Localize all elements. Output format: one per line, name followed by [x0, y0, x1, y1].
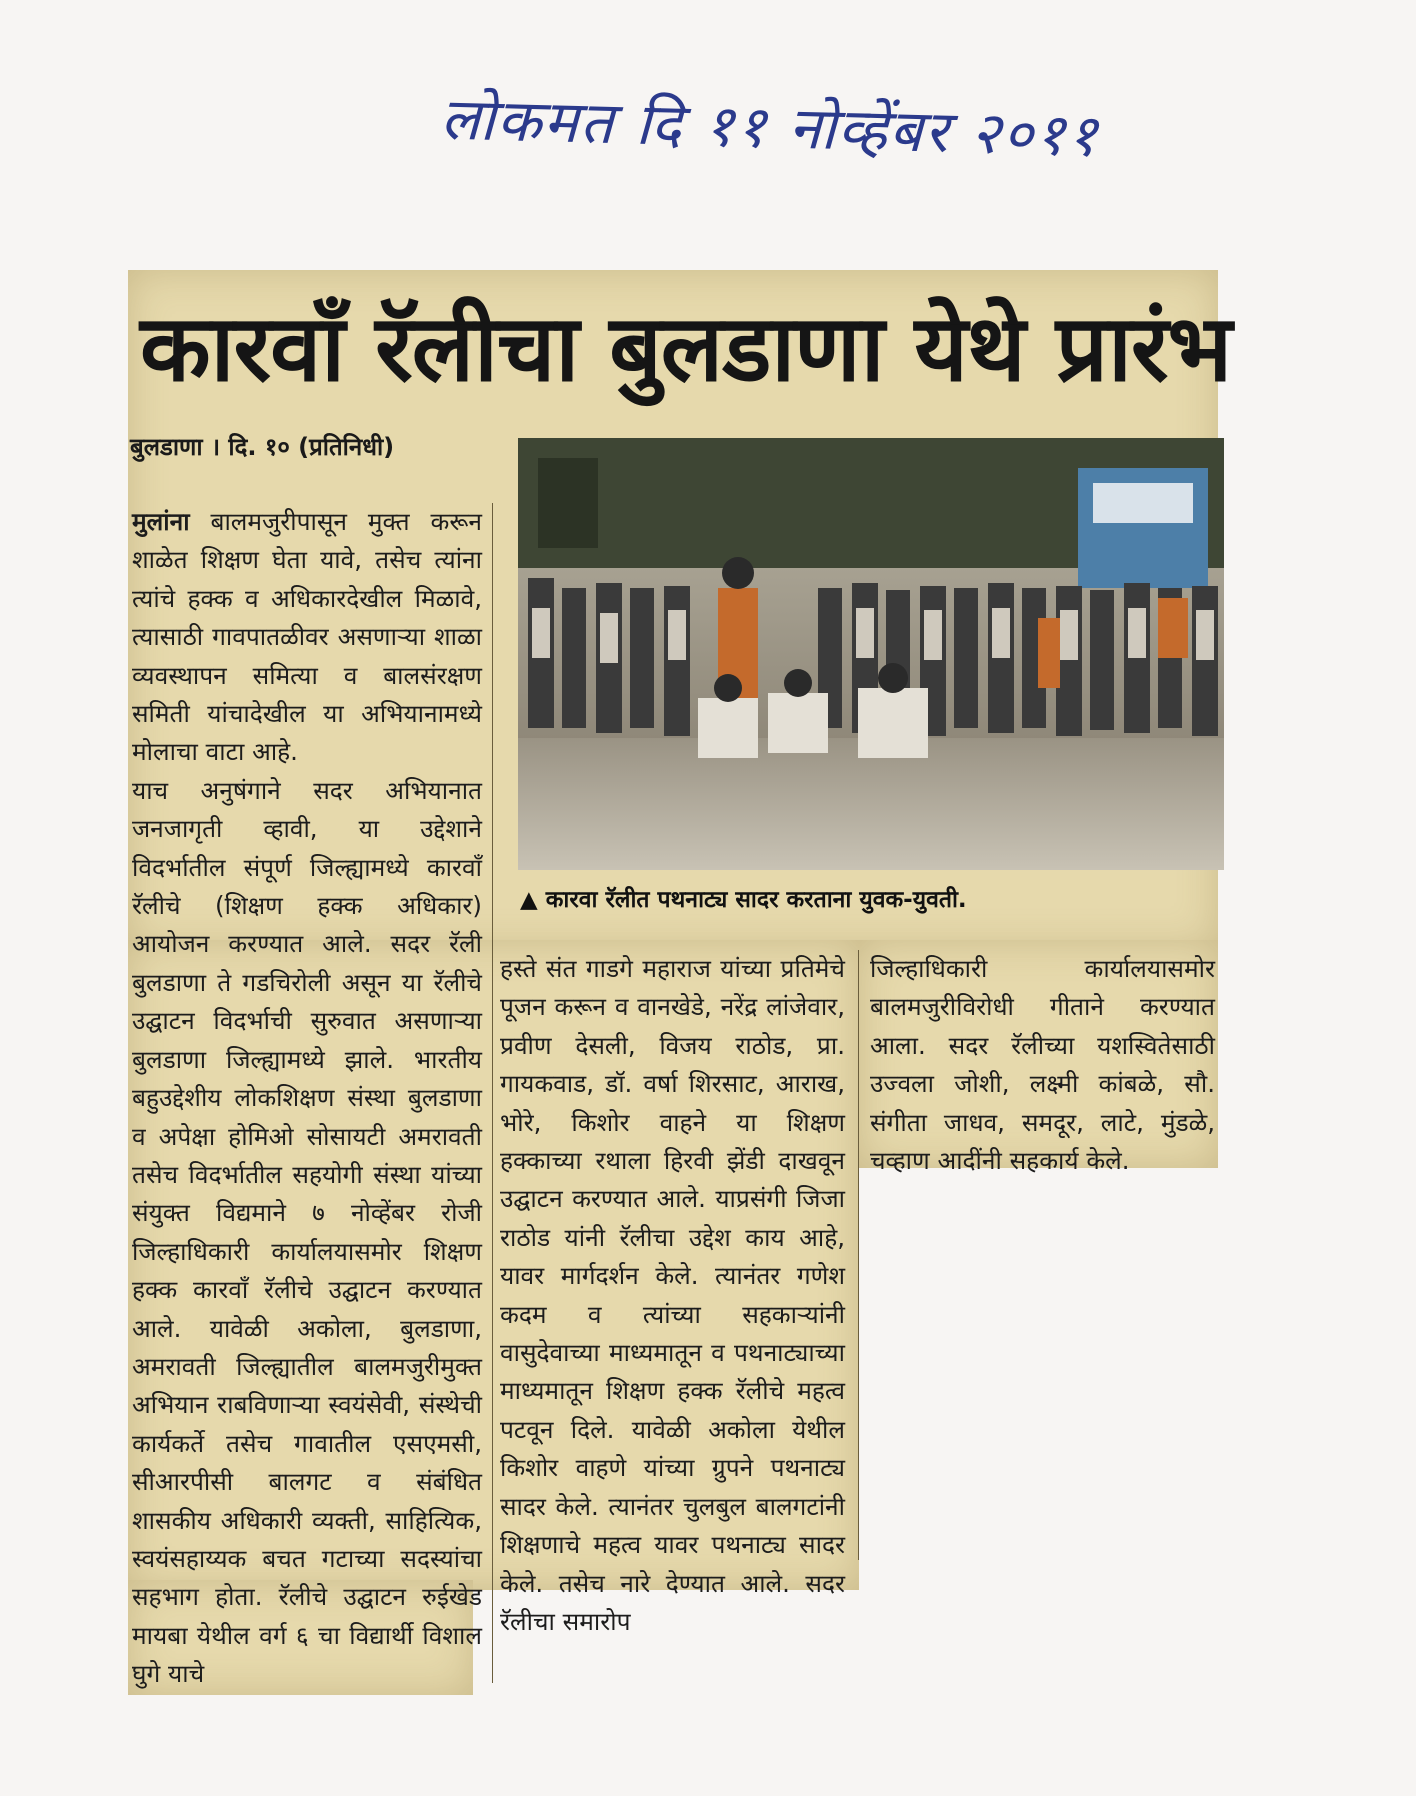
lead-word: मुलांना: [132, 507, 190, 536]
article-headline: कारवाँ रॅलीचा बुलडाणा येथे प्रारंभ: [140, 295, 1232, 402]
article-dateline: बुलडाणा । दि. १० (प्रतिनिधी): [130, 433, 395, 461]
article-column-3: [870, 950, 1215, 1180]
handwritten-date-note: लोकमत दि ११ नोव्हेंबर २०११: [439, 84, 1101, 170]
photo-crowd-scene: [518, 438, 1224, 870]
article-photo: [518, 438, 1224, 870]
paragraph-text: बालमजुरीपासून मुक्त करून शाळेत शिक्षण घेता यावे, तसेच त्यांना त्यांचे हक्क व अधिकारदेखील मिळावे, त्यासाठी गावपातळीवर असणाऱ्या शाळा व्यवस्थापन समित्या व बालसंरक्षण समिती यांचादेखील या अभियानामध्ये मोलाचा वाटा आहे.: [132, 507, 482, 767]
article-column-2: [500, 950, 845, 1641]
article-paragraph: हस्ते संत गाडगे महाराज यांच्या प्रतिमेचे पूजन करून व वानखेडे, नरेंद्र लांजेवार, प्रवीण देसली, विजय राठोड, प्रा. गायकवाड, डॉ. वर्षा शिरसाट, आराख, भोरे, किशोर वाहने या शिक्षण हक्काच्या रथाला हिरवी झेंडी दाखवून उद्घाटन करण्यात आले. याप्रसंगी जिजा राठोड यांनी रॅलीचा उद्देश काय आहे, यावर मार्गदर्शन केले. त्यानंतर गणेश कदम व त्यांच्या सहकाऱ्यांनी वासुदेवाच्या माध्यमातून व पथनाट्याच्या माध्यमातून शिक्षण हक्क रॅलीचे महत्व पटवून दिले. यावेळी अकोला येथील किशोर वाहणे यांच्या ग्रुपने पथनाट्य सादर केले. त्यानंतर चुलबुल बालगटांनी शिक्षणाचे महत्व यावर पथनाट्य सादर केले. तसेच नारे देण्यात आले. सदर रॅलीचा समारोप: [500, 954, 845, 1636]
photo-caption: ▲ कारवा रॅलीत पथनाट्य सादर करताना युवक-युवती.: [520, 887, 967, 913]
article-paragraph: जिल्हाधिकारी कार्यालयासमोर बालमजुरीविरोधी गीताने करण्यात आला. सदर रॅलीच्या यशस्वितेसाठी उज्वला जोशी, लक्ष्मी कांबळे, सौ. संगीता जाधव, समदूर, लाटे, मुंडळे, चव्हाण आदींनी सहकार्य केले.: [870, 954, 1215, 1176]
column-divider: [492, 503, 493, 1683]
article-paragraph: याच अनुषंगाने सदर अभियानात जनजागृती व्हावी, या उद्देशाने विदर्भातील संपूर्ण जिल्ह्यामध्ये कारवाँ रॅलीचे (शिक्षण हक्क अधिकार) आयोजन करण्यात आले. सदर रॅली बुलडाणा ते गडचिरोली असून या रॅलीचे उद्घाटन विदर्भाची सुरुवात असणाऱ्या बुलडाणा जिल्ह्यामध्ये झाले. भारतीय बहुउद्देशीय लोकशिक्षण संस्था बुलडाणा व अपेक्षा होमिओ सोसायटी अमरावती तसेच विदर्भातील सहयोगी संस्था यांच्या संयुक्त विद्यमाने ७ नोव्हेंबर रोजी जिल्हाधिकारी कार्यालयासमोर शिक्षण हक्क कारवाँ रॅलीचे उद्घाटन करण्यात आले. यावेळी अकोला, बुलडाणा, अमरावती जिल्ह्यातील बालमजुरीमुक्त अभियान राबविणाऱ्या स्वयंसेवी, संस्थेची कार्यकर्ते तसेच गावातील एसएमसी, सीआरपीसी बालगट व संबंधित शासकीय अधिकारी व्यक्ती, साहित्यिक, स्वयंसहाय्यक बचत गटाच्या सदस्यांचा सहभाग होता. रॅलीचे उद्घाटन रुईखेड मायबा येथील वर्ग ६ चा विद्यार्थी विशाल घुगे याचे: [132, 775, 482, 1689]
article-paragraph: [132, 503, 482, 772]
article-column-1: [132, 503, 482, 1694]
column-divider: [858, 950, 859, 1560]
